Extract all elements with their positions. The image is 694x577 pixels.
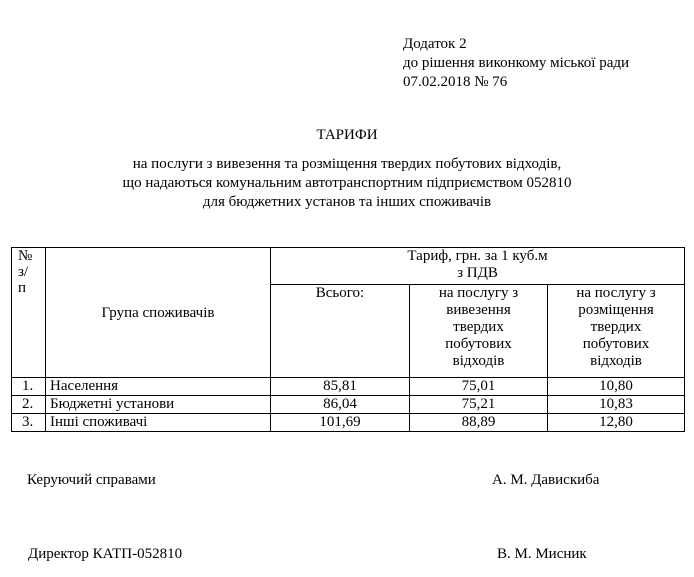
row-number: 3. (12, 414, 46, 432)
table-row (12, 378, 685, 396)
header-tariff (271, 248, 685, 285)
row-group: Населення (46, 378, 271, 396)
header-group (46, 248, 271, 378)
manager-title: Керуючий справами (27, 472, 156, 488)
annex-line-1: Додаток 2 (403, 36, 467, 52)
manager-name: А. М. Давискиба (492, 472, 600, 488)
header-placement (548, 285, 685, 378)
table-header-row-1 (12, 248, 685, 285)
header-tariff-line-1: Тариф, грн. за 1 куб.м (407, 248, 548, 264)
header-placement-line-5: відходів (590, 353, 642, 369)
subtitle-line-3: для бюджетних установ та інших споживачів (202, 194, 492, 210)
header-removal-line-4: побутових (445, 336, 512, 352)
row-placement: 10,80 (548, 378, 685, 396)
subtitle-line-1: на послуги з вивезення та розміщення твердих побутових відходів, (132, 156, 562, 172)
header-total (271, 285, 410, 378)
header-number-line-2: з/ (18, 264, 29, 280)
row-total: 101,69 (271, 414, 410, 432)
row-group: Бюджетні установи (46, 396, 271, 414)
row-removal: 75,21 (410, 396, 548, 414)
document-subtitle (0, 155, 694, 212)
header-placement-line-4: побутових (582, 336, 650, 352)
row-number: 1. (12, 378, 46, 396)
header-number-line-1: № (18, 248, 33, 264)
header-group-label: Група споживачів (101, 304, 215, 321)
row-group: Інші споживачі (46, 414, 271, 432)
tariffs-table (11, 247, 685, 432)
annex-block (403, 35, 629, 92)
header-tariff-line-2: з ПДВ (457, 265, 498, 281)
header-removal-line-3: твердих (453, 319, 504, 335)
header-placement-line-3: твердих (590, 319, 642, 335)
header-removal (410, 285, 548, 378)
table-row (12, 396, 685, 414)
header-number (12, 248, 46, 378)
director-title: Директор КАТП-052810 (28, 546, 183, 562)
row-placement: 12,80 (548, 414, 685, 432)
row-removal: 88,89 (410, 414, 548, 432)
row-total: 86,04 (271, 396, 410, 414)
row-placement: 10,83 (548, 396, 685, 414)
header-total-label: Всього: (315, 285, 365, 301)
annex-line-3: 07.02.2018 № 76 (403, 74, 508, 90)
annex-line-2: до рішення виконкому міської ради (403, 55, 630, 71)
table-row (12, 414, 685, 432)
header-placement-line-2: розміщення (578, 302, 654, 318)
row-total: 85,81 (271, 378, 410, 396)
header-removal-line-1: на послугу з (438, 285, 519, 301)
row-number: 2. (12, 396, 46, 414)
header-removal-line-2: вивезення (446, 302, 511, 318)
row-removal: 75,01 (410, 378, 548, 396)
header-removal-line-5: відходів (452, 353, 505, 369)
director-name: В. М. Мисник (497, 546, 587, 562)
header-placement-line-1: на послугу з (576, 285, 656, 301)
document-title: ТАРИФИ (316, 127, 378, 143)
subtitle-line-2: що надаються комунальним автотранспортним підприємством 052810 (122, 175, 572, 191)
header-number-line-3: п (18, 280, 27, 296)
